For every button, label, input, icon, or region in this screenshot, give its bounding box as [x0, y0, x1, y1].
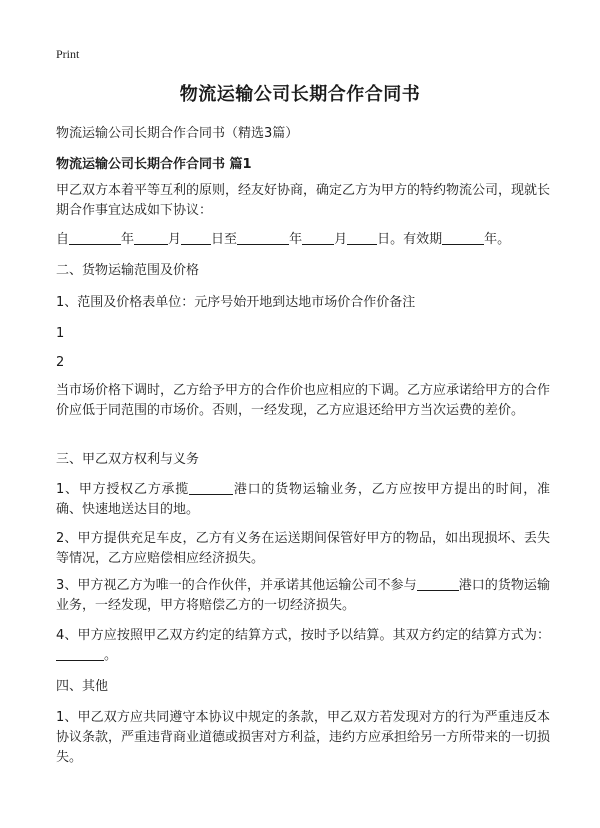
other-item-1: 1、甲乙双方应共同遵守本协议中规定的条款，甲乙双方若发现对方的行为严重违反本协议条款，严重违背商业道德或损害对方利益，违约方应承担给另一方所带来的一切损失。	[56, 710, 551, 765]
duty-1-after: 港口的货物运输业务，乙方应按甲方提出的时间，准确、快速地送达目的地。	[56, 482, 550, 517]
date-year-label-2: 年	[289, 232, 303, 247]
blank-start-month	[134, 230, 168, 245]
date-from-label: 自	[56, 232, 70, 247]
duty-3-before: 3、甲方视乙方为唯一的合作伙伴，并承诺其他运输公司不参与	[56, 578, 417, 593]
duty-4-after: 。	[104, 648, 118, 663]
blank-start-year	[69, 230, 121, 245]
blank-settlement	[56, 646, 104, 661]
price-adjust-paragraph: 当市场价格下调时，乙方给予甲方的合作价也应相应的下调。乙方应承诺给甲方的合作价应低于同范围的市场价。否则，一经发现，乙方应退还给甲方当次运费的差价。	[56, 383, 551, 418]
section3-heading: 三、甲乙双方权利与义务	[56, 452, 200, 467]
blank-port-1	[189, 480, 233, 495]
date-month-label: 月	[168, 232, 182, 247]
blank-validity-years	[442, 230, 484, 245]
price-table-header: 1、范围及价格表单位：元序号始开地到达地市场价合作价备注	[56, 295, 416, 310]
date-day-to-label: 日至	[211, 232, 238, 247]
date-month-label-2: 月	[334, 232, 348, 247]
section4-heading: 四、其他	[56, 679, 109, 694]
duty-3-after: 港口的货物运输业务，一经发现，甲方将赔偿乙方的一切经济损失。	[56, 578, 550, 613]
blank-end-day	[347, 230, 377, 245]
date-year-end-label: 年。	[484, 232, 511, 247]
price-table-row-1: 1	[56, 326, 65, 341]
duty-item-2: 2、甲方提供充足车皮，乙方有义务在运送期间保管好甲方的物品，如出现损坏、丢失等情况，乙方应赔偿相应经济损失。	[56, 531, 550, 566]
duty-item-4	[56, 626, 550, 666]
section-heading-part1: 物流运输公司长期合作合同书 篇1	[56, 157, 252, 172]
date-year-label: 年	[121, 232, 135, 247]
price-table-row-2: 2	[56, 355, 65, 370]
blank-port-3	[417, 576, 459, 591]
date-line	[56, 230, 550, 250]
duty-item-3	[56, 576, 550, 616]
duty-1-before: 1、甲方授权乙方承揽	[56, 482, 190, 497]
duty-4-before: 4、甲方应按照甲乙双方约定的结算方式，按时予以结算。其双方约定的结算方式为：	[56, 628, 550, 643]
blank-end-month	[302, 230, 334, 245]
section2-heading: 二、货物运输范围及价格	[56, 263, 200, 278]
blank-start-day	[181, 230, 211, 245]
document-title: 物流运输公司长期合作合同书	[179, 84, 421, 105]
print-link[interactable]: Print	[56, 47, 80, 61]
document-subtitle: 物流运输公司长期合作合同书（精选3篇）	[56, 126, 299, 141]
blank-end-year	[237, 230, 289, 245]
duty-item-1	[56, 480, 550, 520]
date-validity-label: 日。有效期	[377, 232, 443, 247]
intro-paragraph: 甲乙双方本着平等互利的原则，经友好协商，确定乙方为甲方的特约物流公司，现就长期合作事宜达成如下协议：	[56, 183, 551, 218]
